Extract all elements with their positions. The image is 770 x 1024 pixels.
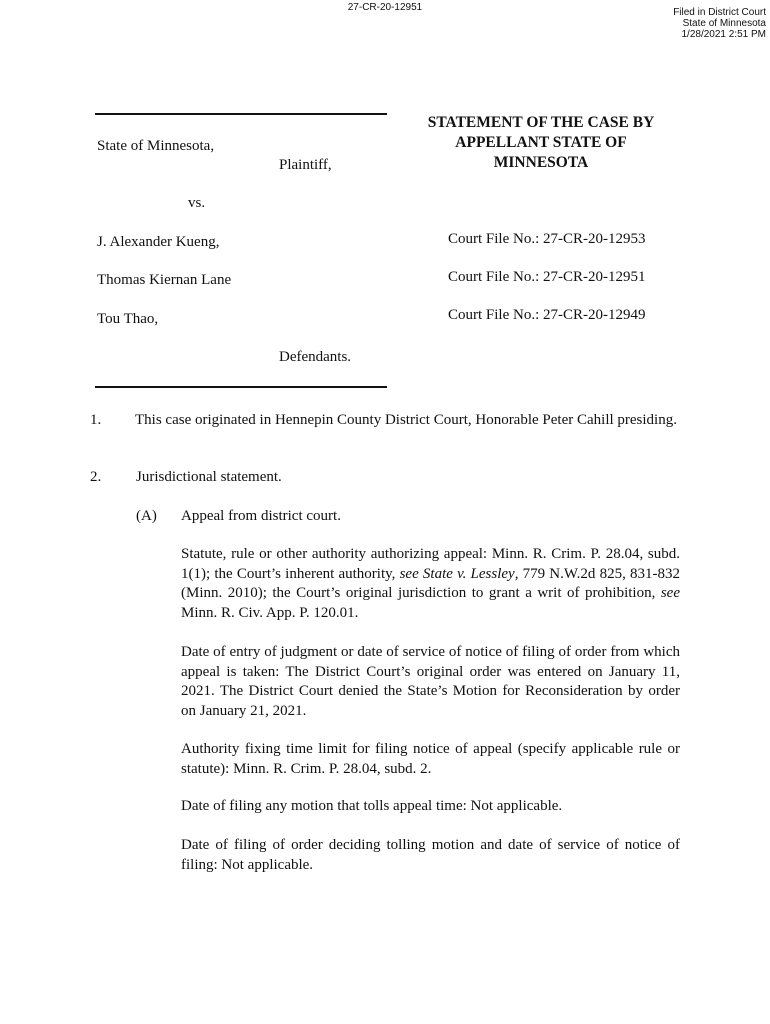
tolling-order-paragraph: Date of filing of order deciding tolling motion and date of service of notice of filing: Not applicable. [181, 837, 680, 873]
caption-bottom-rule [95, 386, 387, 388]
paragraph-1-text: This case originated in Hennepin County District Court, Honorable Peter Cahill presiding. [135, 412, 677, 428]
caption-top-rule [95, 113, 387, 115]
court-file-number: Court File No.: 27-CR-20-12951 [448, 269, 646, 285]
paragraph-1 [90, 411, 680, 431]
statute-text-part1: Statute, rule or other authority authorizing appeal: Minn. R. Crim. P. 28.04, subd. 1(1); the Court’s inherent authority, [181, 546, 680, 582]
defendant-name: Thomas Kiernan Lane [97, 272, 232, 288]
document-title-line: STATEMENT OF THE CASE BY [427, 114, 655, 131]
paragraph-1-number: 1. [90, 412, 102, 428]
tolling-motion-paragraph: Date of filing any motion that tolls appeal time: Not applicable. [181, 798, 563, 814]
case-number-header: 27-CR-20-12951 [347, 2, 423, 13]
plaintiff-name: State of Minnesota, [97, 138, 215, 154]
date-entry-paragraph: Date of entry of judgment or date of service of notice of filing of order from which appeal is taken: The District Court’s original order was entered on January 11, 2021. The District Court denied the State’s Motion for Reconsideration by order on January 21, 2021. [181, 644, 680, 719]
paragraph-2-text: Jurisdictional statement. [136, 469, 282, 485]
paragraph-2-number: 2. [90, 469, 102, 485]
filing-stamp [673, 7, 766, 40]
subsection-a-label: (A) [136, 508, 157, 524]
document-title-line: APPELLANT STATE OF [455, 134, 627, 151]
court-file-number: Court File No.: 27-CR-20-12949 [448, 307, 646, 323]
statute-citation-italic: see State v. Lessley [399, 565, 515, 582]
filing-stamp-line2: State of Minnesota [682, 18, 766, 29]
statute-authority-paragraph [181, 545, 680, 623]
document-title-line: MINNESOTA [493, 154, 589, 171]
statute-text-part2: , 779 N.W.2d 825, 831-832 (Minn. 2010); the Court’s original jurisdiction to grant a writ of prohibition, [181, 565, 680, 601]
versus-label: vs. [188, 195, 206, 211]
statute-see-italic: see [660, 585, 680, 601]
subsection-a-text: Appeal from district court. [181, 508, 341, 524]
filing-stamp-line3: 1/28/2021 2:51 PM [681, 29, 766, 40]
defendant-name: Tou Thao, [97, 311, 159, 327]
document-title [405, 113, 677, 173]
defendants-role: Defendants. [279, 349, 352, 365]
statute-text-part3: Minn. R. Civ. App. P. 120.01. [181, 604, 359, 621]
filing-stamp-line1: Filed in District Court [673, 7, 766, 18]
authority-time-paragraph: Authority fixing time limit for filing notice of appeal (specify applicable rule or statute): Minn. R. Crim. P. 28.04, subd. 2. [181, 741, 680, 777]
court-file-number: Court File No.: 27-CR-20-12953 [448, 231, 646, 247]
defendant-name: J. Alexander Kueng, [97, 234, 220, 250]
plaintiff-role: Plaintiff, [279, 157, 332, 173]
